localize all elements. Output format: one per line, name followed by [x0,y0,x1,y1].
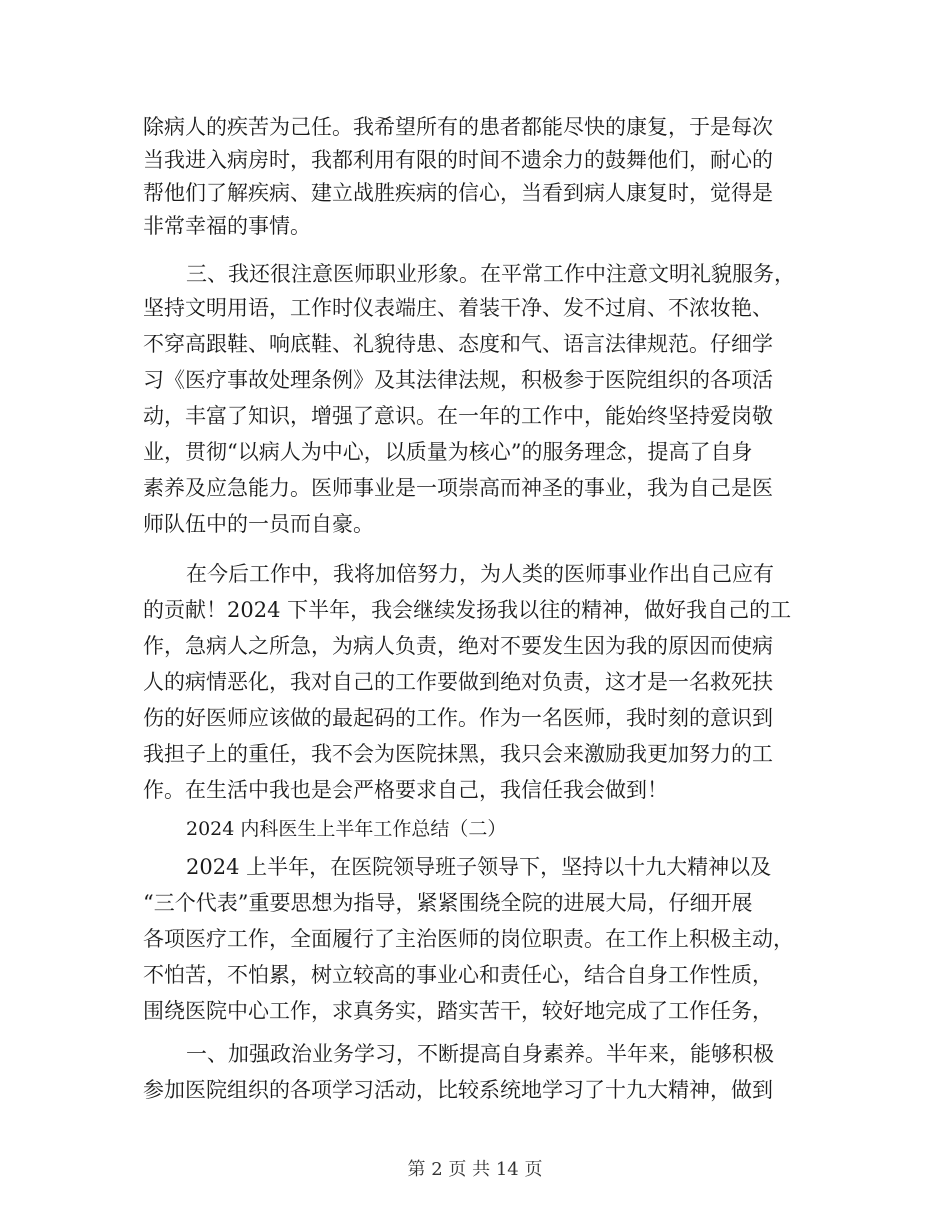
text-line: 除病人的疾苦为己任。我希望所有的患者都能尽快的康复，于是每次 [143,115,773,139]
text-line: 参加医院组织的各项学习活动，比较系统地学习了十九大精神，做到 [143,1078,773,1102]
text-line: 一、加强政治业务学习，不断提高自身素养。半年来，能够积极 [186,1042,774,1066]
text-line: 伤的好医师应该做的最起码的工作。作为一名医师，我时刻的意识到 [143,706,773,730]
text-line: 坚持文明用语，工作时仪表端庄、着装干净、发不过肩、不浓妆艳、 [143,296,773,320]
text-line: 习《医疗事故处理条例》及其法律法规，积极参于医院组织的各项活 [143,368,773,392]
text-line: 帮他们了解疾病、建立战胜疾病的信心，当看到病人康复时，觉得是 [143,181,773,205]
text-line: 业，贯彻“以病人为中心，以质量为核心”的服务理念，提高了自身 [143,440,753,464]
text-line: 2024 上半年，在医院领导班子领导下，坚持以十九大精神以及 [186,855,772,879]
text-line: 人的病情恶化，我对自己的工作要做到绝对负责，这才是一名救死扶 [143,670,773,694]
text-line: 围绕医院中心工作，求真务实，踏实苦干，较好地完成了工作任务， [143,999,773,1023]
text-line: 素养及应急能力。医师事业是一项崇高而神圣的事业，我为自己是医 [143,476,773,500]
text-line: 非常幸福的事情。 [143,214,311,238]
text-line: 我担子上的重任，我不会为医院抹黑，我只会来激励我更加努力的工 [143,742,773,766]
text-line: 当我进入病房时，我都利用有限的时间不遗余力的鼓舞他们，耐心的 [143,148,773,172]
page-number-footer: 第 2 页 共 14 页 [407,1159,543,1180]
section-heading: 2024 内科医生上半年工作总结（二） [186,818,507,840]
text-line: 不怕苦，不怕累，树立较高的事业心和责任心，结合自身工作性质， [143,963,773,987]
text-line: 各项医疗工作，全面履行了主治医师的岗位职责。在工作上积极主动， [143,927,794,951]
text-line: 作。在生活中我也是会严格要求自己，我信任我会做到！ [143,778,668,802]
text-line: 师队伍中的一员而自豪。 [143,512,374,536]
text-line: 不穿高跟鞋、响底鞋、礼貌待患、态度和气、语言法律规范。仔细学 [143,332,773,356]
text-line: “三个代表”重要思想为指导，紧紧围绕全院的进展大局，仔细开展 [143,891,753,915]
text-line: 三、我还很注意医师职业形象。在平常工作中注意文明礼貌服务， [186,262,795,286]
text-line: 在今后工作中，我将加倍努力，为人类的医师事业作出自己应有 [186,562,774,586]
text-line: 动，丰富了知识，增强了意识。在一年的工作中，能始终坚持爱岗敬 [143,404,773,428]
text-line: 作，急病人之所急，为病人负责，绝对不要发生因为我的原因而使病 [143,634,773,658]
text-line: 的贡献！2024 下半年，我会继续发扬我以往的精神，做好我自己的工 [143,598,792,622]
